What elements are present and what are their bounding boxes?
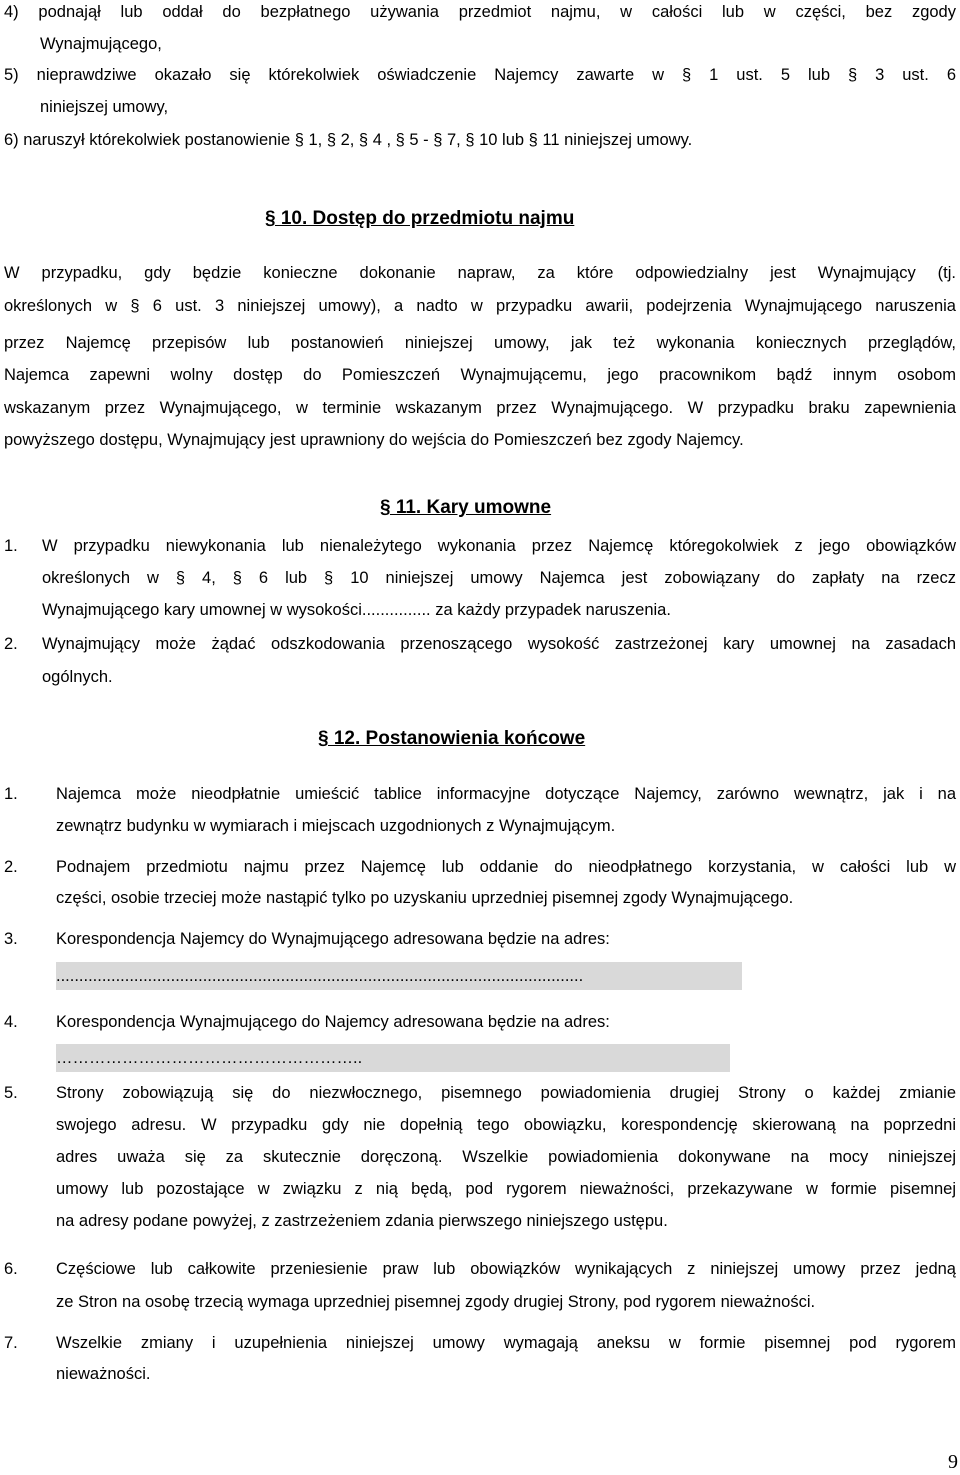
section-11-item-2-number: 2. [4, 635, 18, 653]
section-10-line-3: przez Najemcę przepisów lub postanowień niniejszej umowy, jak też wykonania koniecznych przeglądów, [4, 334, 956, 352]
section-12-item-7-line-2: nieważności. [56, 1365, 151, 1383]
list-item-5-line-1: 5) nieprawdziwe okazało się którekolwiek oświadczenie Najemcy zawarte w § 1 ust. 5 lub § 3 ust. 6 [4, 66, 956, 84]
section-12-item-5-line-5: na adresy podane powyżej, z zastrzeżeniem zdania pierwszego niniejszego ustępu. [56, 1212, 668, 1230]
section-12-item-4-line-1: Korespondencja Wynajmującego do Najemcy adresowana będzie na adres: [56, 1013, 610, 1031]
section-12-item-5-line-4: umowy lub pozostające w związku z nią będą, pod rygorem nieważności, przekazywane w formie pisemnej [56, 1180, 956, 1198]
section-12-item-5-line-1: Strony zobowiązują się do niezwłocznego, pisemnego powiadomienia drugiej Strony o każdej zmianie [56, 1084, 956, 1102]
section-12-item-7-number: 7. [4, 1334, 18, 1352]
section-11-item-1-line-1: W przypadku niewykonania lub nienależytego wykonania przez Najemcę któregokolwiek z jego obowiązków [42, 537, 956, 555]
section-12-item-5-number: 5. [4, 1084, 18, 1102]
section-11-item-1-line-2: określonych w § 4, § 6 lub § 10 niniejszej umowy Najemca jest zobowiązany do zapłaty na rzecz [42, 569, 956, 587]
section-11-item-1-number: 1. [4, 537, 18, 555]
section-12-item-1-line-1: Najemca może nieodpłatnie umieścić tablice informacyjne dotyczące Najemcy, zarówno wewnątrz, jak i na [56, 785, 956, 803]
section-12-item-5-line-3: adres uważa się za skutecznie doręczoną. Wszelkie powiadomienia dokonywane na mocy niniejszej [56, 1148, 956, 1166]
section-12-item-3-line-1: Korespondencja Najemcy do Wynajmującego adresowana będzie na adres: [56, 930, 610, 948]
section-10-line-4: Najemca zapewni wolny dostęp do Pomieszczeń Wynajmującemu, jego pracownikom bądź innym osobom [4, 366, 956, 384]
section-10-line-2: określonych w § 6 ust. 3 niniejszej umowy), a nadto w przypadku awarii, podejrzenia Wynajmującego naruszenia [4, 297, 956, 315]
address-placeholder-tenant: ……………………………………………….. [56, 1044, 730, 1072]
section-11-item-1-line-3: Wynajmującego kary umownej w wysokości............... za każdy przypadek naruszenia. [42, 601, 671, 619]
address-placeholder-landlord: ................................................................................................................... [56, 962, 742, 990]
section-11-item-2-line-1: Wynajmujący może żądać odszkodowania przenoszącego wysokość zastrzeżonej kary umownej na zasadach [42, 635, 956, 653]
list-item-6: 6) naruszył którekolwiek postanowienie § 1, § 2, § 4 , § 5 - § 7, § 10 lub § 11 niniejszej umowy. [4, 131, 693, 149]
section-11-heading: § 11. Kary umowne [380, 497, 552, 518]
section-12-heading: § 12. Postanowienia końcowe [318, 728, 586, 749]
section-10-line-6: powyższego dostępu, Wynajmujący jest uprawniony do wejścia do Pomieszczeń bez zgody Najemcy. [4, 431, 744, 449]
section-10-line-5: wskazanym przez Wynajmującego, w terminie wskazanym przez Wynajmującego. W przypadku braku zapewnienia [4, 399, 956, 417]
section-10-heading: § 10. Dostęp do przedmiotu najmu [265, 208, 575, 229]
section-10-line-1: W przypadku, gdy będzie konieczne dokonanie napraw, za które odpowiedzialny jest Wynajmujący (tj. [4, 264, 956, 282]
section-12-item-1-line-2: zewnątrz budynku w wymiarach i miejscach uzgodnionych z Wynajmującym. [56, 817, 616, 835]
section-12-item-4-number: 4. [4, 1013, 18, 1031]
section-11-item-2-line-2: ogólnych. [42, 668, 113, 686]
section-12-item-6-line-1: Częściowe lub całkowite przeniesienie praw lub obowiązków wynikających z niniejszej umowy przez jedną [56, 1260, 956, 1278]
section-12-item-2-line-2: części, osobie trzeciej może nastąpić tylko po uzyskaniu uprzedniej pisemnej zgody Wynajmującego. [56, 889, 794, 907]
section-12-item-5-line-2: swojego adresu. W przypadku gdy nie dopełnią tego obowiązku, korespondencję skierowaną na poprzedni [56, 1116, 956, 1134]
section-12-item-6-number: 6. [4, 1260, 18, 1278]
section-12-item-1-number: 1. [4, 785, 18, 803]
list-item-5-line-2: niniejszej umowy, [40, 98, 169, 116]
section-12-item-2-line-1: Podnajem przedmiotu najmu przez Najemcę lub oddanie do nieodpłatnego korzystania, w całości lub w [56, 858, 956, 876]
section-12-item-6-line-2: ze Stron na osobę trzecią wymaga uprzedniej pisemnej zgody drugiej Strony, pod rygorem nieważności. [56, 1293, 816, 1311]
section-12-item-7-line-1: Wszelkie zmiany i uzupełnienia niniejszej umowy wymagają aneksu w formie pisemnej pod rygorem [56, 1334, 956, 1352]
section-12-item-3-number: 3. [4, 930, 18, 948]
page-number: 9 [948, 1451, 958, 1473]
section-12-item-2-number: 2. [4, 858, 18, 876]
list-item-4-line-1: 4) podnajął lub oddał do bezpłatnego używania przedmiot najmu, w całości lub w części, bez zgody [4, 3, 956, 21]
list-item-4-line-2: Wynajmującego, [40, 35, 162, 53]
